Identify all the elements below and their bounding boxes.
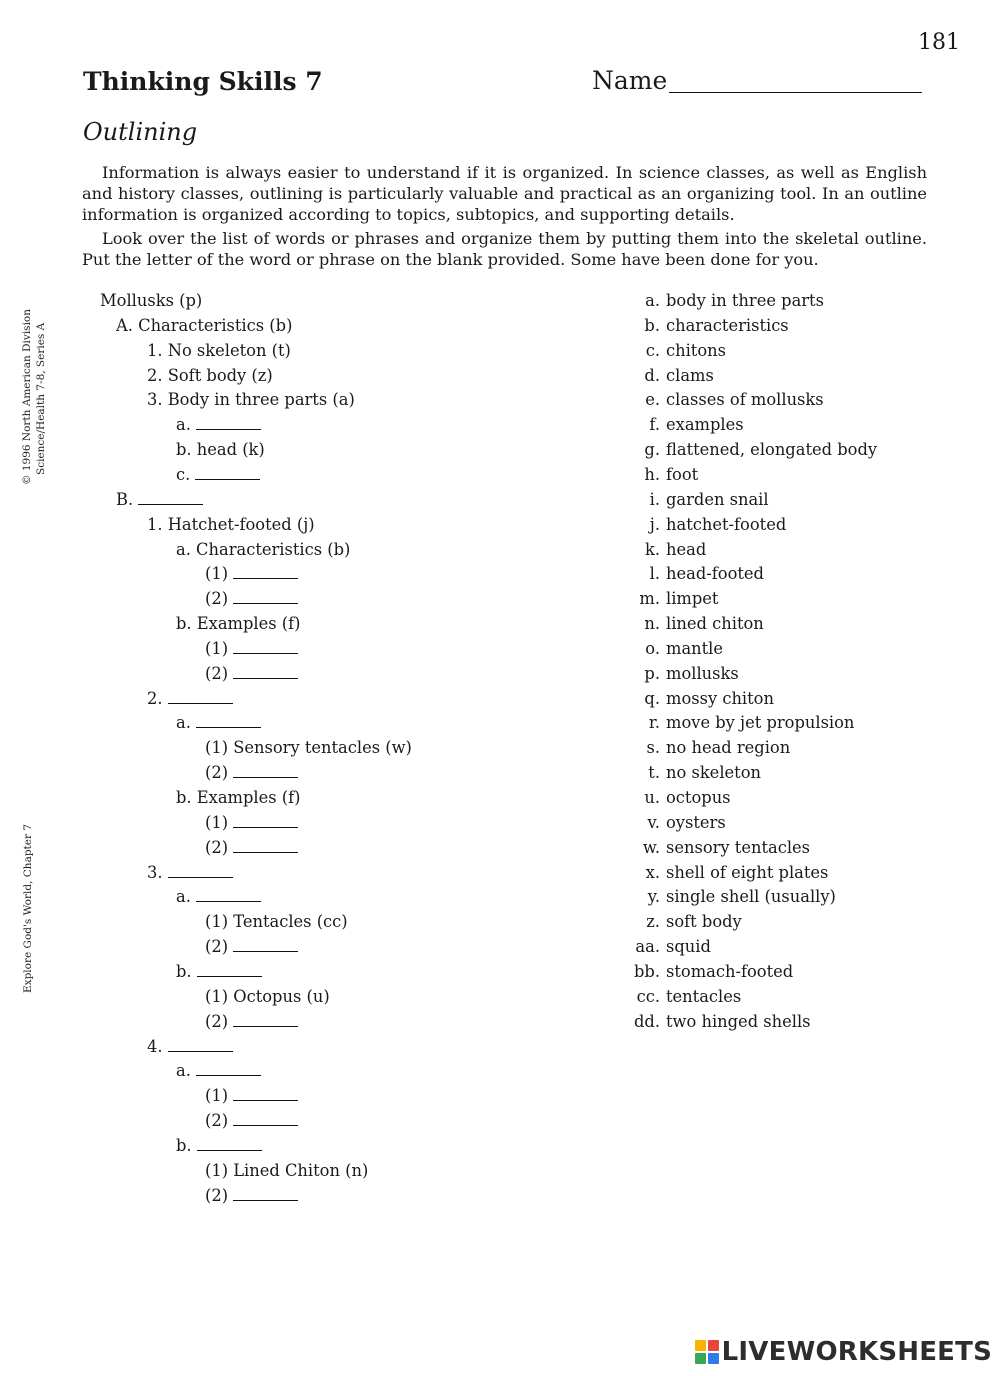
word-text: tentacles	[666, 986, 742, 1006]
word-letter: cc.	[636, 986, 660, 1006]
word-letter: r.	[648, 713, 660, 733]
word-letter: e.	[645, 390, 660, 410]
outline-entry	[205, 1161, 368, 1181]
outline-entry	[205, 1111, 298, 1131]
word-text: hatchet-footed	[666, 514, 787, 534]
outline-label: A. Characteristics (b)	[116, 315, 293, 335]
word-list-item	[620, 962, 960, 982]
word-list-item	[620, 713, 960, 733]
word-letter: l.	[649, 564, 660, 584]
word-text: foot	[666, 464, 699, 484]
series-note: Science/Health 7-8, Series A	[35, 322, 47, 475]
word-letter: h.	[644, 464, 660, 484]
outline-entry	[147, 1037, 233, 1057]
answer-blank[interactable]	[233, 1200, 298, 1201]
word-letter: y.	[647, 887, 660, 907]
answer-blank[interactable]	[138, 504, 203, 505]
word-list-item	[620, 664, 960, 684]
outline-entry	[205, 937, 298, 957]
outline-entry	[176, 1061, 261, 1081]
word-list-item	[620, 341, 960, 361]
word-letter: m.	[639, 589, 660, 609]
answer-blank[interactable]	[168, 877, 233, 878]
word-letter: o.	[645, 638, 660, 658]
word-text: octopus	[666, 788, 731, 807]
word-letter: x.	[645, 862, 660, 882]
word-text: clams	[666, 365, 714, 385]
word-letter: w.	[642, 837, 660, 857]
outline-label: a.	[176, 1061, 191, 1081]
outline-label: (2)	[205, 1011, 229, 1031]
outline-entry	[205, 813, 298, 833]
outline-entry	[147, 366, 273, 386]
outline-label: b. Examples (f)	[176, 788, 301, 807]
copyright-note: © 1996 North American Division	[21, 308, 33, 485]
word-letter: u.	[644, 788, 660, 807]
word-list-item	[620, 589, 960, 609]
word-letter: j.	[649, 514, 660, 534]
outline-entry	[205, 1186, 298, 1206]
name-label: Name	[592, 66, 668, 95]
word-text: head	[666, 539, 707, 559]
answer-blank[interactable]	[233, 1100, 298, 1101]
word-list-item	[620, 614, 960, 634]
answer-blank[interactable]	[197, 1150, 262, 1151]
outline-entry	[176, 415, 261, 435]
word-list-item	[620, 366, 960, 386]
word-list-item	[620, 465, 960, 485]
word-text: limpet	[666, 589, 719, 609]
outline-entry	[176, 887, 261, 907]
word-text: mossy chiton	[666, 688, 774, 708]
word-letter: d.	[644, 365, 660, 385]
outline-label: a.	[176, 713, 191, 733]
word-text: oysters	[666, 812, 726, 832]
word-letter: a.	[645, 291, 660, 310]
word-text: characteristics	[666, 315, 789, 335]
word-list-item	[620, 937, 960, 957]
outline-label: c.	[176, 464, 191, 484]
outline-label: a. Characteristics (b)	[176, 539, 351, 559]
word-letter: b.	[644, 315, 660, 335]
word-text: body in three parts	[666, 291, 824, 310]
logo-cube	[695, 1340, 706, 1351]
outline-label: (1)	[205, 812, 229, 832]
word-letter: n.	[644, 614, 660, 634]
outline-entry	[205, 564, 298, 584]
word-letter: k.	[644, 539, 660, 559]
word-letter: dd.	[633, 1011, 660, 1031]
outline-entry	[116, 490, 203, 510]
word-list-item	[620, 912, 960, 932]
outline-label: (1) Sensory tentacles (w)	[205, 738, 412, 758]
outline-entry	[147, 863, 233, 883]
word-text: classes of mollusks	[666, 390, 824, 410]
chapter-note: Explore God's World, Chapter 7	[22, 823, 34, 993]
word-text: no head region	[666, 738, 791, 758]
outline-label: (1)	[205, 1086, 229, 1106]
word-letter: v.	[647, 812, 660, 832]
answer-blank[interactable]	[233, 852, 298, 853]
answer-blank[interactable]	[233, 1125, 298, 1126]
word-letter: t.	[648, 763, 660, 783]
liveworksheets-logo	[695, 1337, 992, 1367]
outline-label: 3. Body in three parts (a)	[147, 390, 355, 410]
word-text: head-footed	[666, 564, 764, 584]
word-list-item	[620, 887, 960, 907]
outline-entry	[205, 639, 298, 659]
answer-blank[interactable]	[197, 976, 262, 977]
word-list-item	[620, 763, 960, 783]
word-text: two hinged shells	[666, 1011, 811, 1031]
outline-entry	[176, 713, 261, 733]
word-letter: p.	[644, 663, 660, 683]
outline-label: (2)	[205, 1111, 229, 1131]
name-field[interactable]	[669, 92, 922, 93]
section-subtitle: Outlining	[83, 118, 198, 146]
outline-label: (1)	[205, 564, 229, 584]
word-list-item	[620, 291, 960, 311]
word-text: no skeleton	[666, 763, 761, 783]
outline-label: 2.	[147, 688, 163, 708]
instructions-paragraph: Look over the list of words or phrases and organize them by putting them into the skeletal outline. Put the letter of the word or phrase on the blank provided. Some have been done for you.	[82, 229, 927, 269]
outline-label: a.	[176, 887, 191, 907]
word-list-item	[620, 838, 960, 858]
answer-blank[interactable]	[196, 429, 261, 430]
answer-blank[interactable]	[168, 1051, 233, 1052]
outline-label: (1)	[205, 638, 229, 658]
word-text: garden snail	[666, 489, 769, 509]
answer-blank[interactable]	[233, 1026, 298, 1027]
word-list-item	[620, 987, 960, 1007]
outline-entry	[147, 689, 233, 709]
outline-entry	[205, 738, 412, 758]
answer-blank[interactable]	[233, 951, 298, 952]
answer-blank[interactable]	[195, 479, 260, 480]
outline-label: 3.	[147, 862, 163, 882]
outline-label: (2)	[205, 763, 229, 783]
outline-label: (2)	[205, 1185, 229, 1205]
word-text: sensory tentacles	[666, 837, 811, 857]
outline-label: (2)	[205, 937, 229, 957]
word-text: stomach-footed	[666, 961, 794, 981]
outline-entry	[100, 291, 202, 311]
word-list-item	[620, 515, 960, 535]
outline-label: (2)	[205, 663, 229, 683]
word-letter: q.	[644, 688, 660, 708]
outline-label: B.	[116, 489, 134, 509]
logo-cube	[695, 1353, 706, 1364]
outline-entry	[205, 912, 348, 932]
word-letter: i.	[649, 489, 660, 509]
word-letter: g.	[644, 440, 660, 460]
word-list-item	[620, 564, 960, 584]
outline-entry	[205, 1086, 298, 1106]
answer-blank[interactable]	[196, 901, 261, 902]
word-list-item	[620, 415, 960, 435]
outline-entry	[176, 540, 350, 560]
logo-cube	[708, 1340, 719, 1351]
word-text: single shell (usually)	[666, 887, 836, 907]
word-letter: z.	[646, 912, 660, 932]
word-list-item	[620, 440, 960, 460]
word-list-item	[620, 390, 960, 410]
word-text: soft body	[666, 912, 742, 932]
outline-entry	[147, 515, 315, 535]
answer-blank[interactable]	[233, 777, 298, 778]
outline-label: Mollusks (p)	[100, 291, 203, 310]
outline-label: b.	[176, 1135, 192, 1155]
outline-label: 1. No skeleton (t)	[147, 340, 291, 360]
answer-blank[interactable]	[233, 653, 298, 654]
outline-entry	[176, 788, 301, 808]
word-list-item	[620, 490, 960, 510]
word-list-item	[620, 639, 960, 659]
word-text: mollusks	[666, 663, 739, 683]
outline-entry	[176, 440, 265, 460]
outline-entry	[205, 664, 298, 684]
answer-blank[interactable]	[233, 603, 298, 604]
answer-blank[interactable]	[233, 827, 298, 828]
outline-entry	[205, 763, 298, 783]
outline-entry	[176, 465, 260, 485]
outline-entry	[147, 341, 291, 361]
outline-label: (2)	[205, 837, 229, 857]
word-list-item	[620, 316, 960, 336]
outline-label: b. Examples (f)	[176, 614, 301, 634]
logo-text: LIVEWORKSHEETS	[721, 1337, 992, 1367]
outline-label: b.	[176, 961, 192, 981]
outline-label: b. head (k)	[176, 440, 265, 460]
answer-blank[interactable]	[168, 703, 233, 704]
word-list-item	[620, 1012, 960, 1032]
worksheet-title: Thinking Skills 7	[83, 67, 323, 96]
outline-entry	[205, 838, 298, 858]
outline-label: 2. Soft body (z)	[147, 365, 273, 385]
outline-entry	[147, 390, 355, 410]
outline-entry	[205, 987, 330, 1007]
outline-entry	[205, 589, 298, 609]
word-list-item	[620, 540, 960, 560]
word-list-item	[620, 738, 960, 758]
word-text: move by jet propulsion	[666, 713, 855, 733]
word-text: shell of eight plates	[666, 862, 829, 882]
outline-label: (1) Tentacles (cc)	[205, 912, 348, 932]
intro-paragraph: Information is always easier to understand if it is organized. In science classes, as well as English and history classes, outlining is particularly valuable and practical as an organizing tool. In an outline information is organized according to topics, subtopics, and supporting details.	[82, 163, 927, 224]
liveworksheets-cubes-icon	[695, 1340, 719, 1364]
word-list-item	[620, 813, 960, 833]
word-text: flattened, elongated body	[666, 440, 878, 460]
answer-blank[interactable]	[233, 678, 298, 679]
word-letter: bb.	[633, 961, 660, 981]
outline-label: a.	[176, 415, 191, 435]
word-text: chitons	[666, 340, 726, 360]
word-list-item	[620, 689, 960, 709]
outline-entry	[205, 1012, 298, 1032]
word-list-item	[620, 863, 960, 883]
word-letter: f.	[649, 415, 660, 435]
word-text: squid	[666, 937, 711, 957]
outline-entry	[176, 614, 301, 634]
outline-label: (1) Lined Chiton (n)	[205, 1160, 369, 1180]
outline-label: 4.	[147, 1036, 163, 1056]
page-number: 181	[918, 30, 960, 55]
word-letter: aa.	[635, 937, 660, 957]
answer-blank[interactable]	[196, 1075, 261, 1076]
word-text: mantle	[666, 638, 724, 658]
outline-entry	[176, 1136, 262, 1156]
word-list-item	[620, 788, 960, 808]
answer-blank[interactable]	[233, 578, 298, 579]
outline-label: (2)	[205, 589, 229, 609]
answer-blank[interactable]	[196, 727, 261, 728]
outline-label: (1) Octopus (u)	[205, 986, 330, 1006]
word-letter: c.	[645, 340, 660, 360]
outline-label: 1. Hatchet-footed (j)	[147, 514, 315, 534]
logo-cube	[708, 1353, 719, 1364]
word-text: lined chiton	[666, 614, 764, 634]
word-letter: s.	[646, 738, 660, 758]
outline-entry	[116, 316, 292, 336]
word-text: examples	[666, 415, 744, 435]
outline-entry	[176, 962, 262, 982]
